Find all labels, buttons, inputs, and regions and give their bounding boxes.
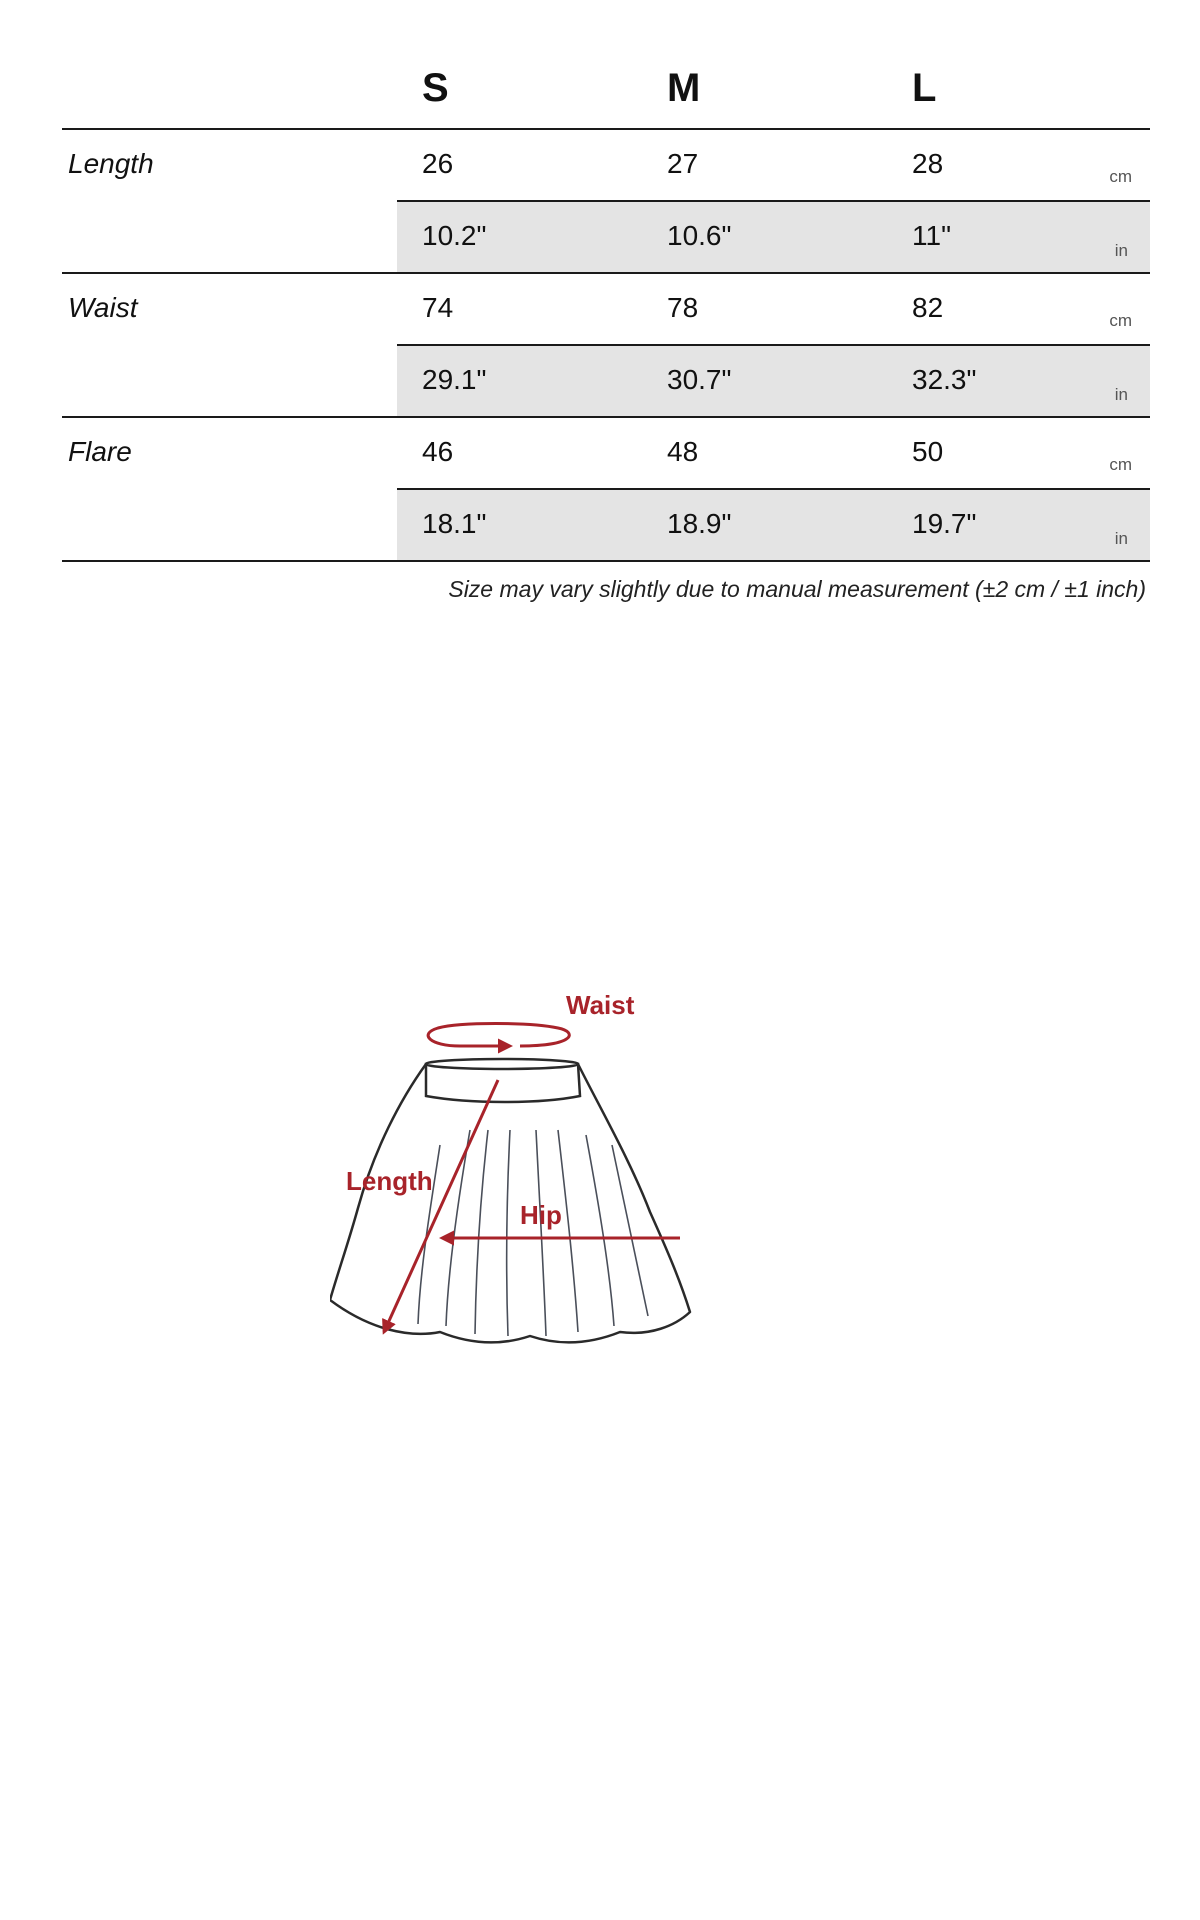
value-cell-s: 74 bbox=[422, 292, 454, 323]
value-cell-l: 32.3" bbox=[912, 364, 977, 395]
cm-row bbox=[397, 418, 1150, 490]
measurement-group-length bbox=[62, 130, 1150, 272]
skirt-illustration bbox=[330, 980, 830, 1420]
measurement-note: Size may vary slightly due to manual measurement (±2 cm / ±1 inch) bbox=[448, 576, 1146, 602]
unit-label: cm bbox=[1109, 167, 1132, 186]
value-cell-l: 11" bbox=[912, 220, 952, 251]
value-cell-m: 78 bbox=[667, 292, 699, 323]
measurement-label: Length bbox=[68, 148, 154, 179]
length-label: Length bbox=[346, 1166, 433, 1196]
unit-label: cm bbox=[1109, 455, 1132, 474]
waist-label: Waist bbox=[566, 990, 635, 1020]
inch-row bbox=[397, 202, 1150, 272]
measurement-label: Waist bbox=[68, 292, 138, 323]
measurement-group-flare bbox=[62, 418, 1150, 560]
size-header-s: S bbox=[422, 66, 449, 110]
value-cell-m: 18.9" bbox=[667, 508, 732, 539]
inch-row bbox=[397, 490, 1150, 560]
cm-row bbox=[397, 130, 1150, 202]
value-cell-s: 26 bbox=[422, 148, 454, 179]
value-cell-s: 10.2" bbox=[422, 220, 487, 251]
value-cell-m: 27 bbox=[667, 148, 699, 179]
unit-label: cm bbox=[1109, 311, 1132, 330]
value-cell-l: 82 bbox=[912, 292, 944, 323]
value-cell-s: 46 bbox=[422, 436, 454, 467]
waist-measure-arrow bbox=[428, 1024, 569, 1047]
cm-row bbox=[397, 274, 1150, 346]
value-cell-s: 29.1" bbox=[422, 364, 487, 395]
value-cell-l: 19.7" bbox=[912, 508, 977, 539]
table-bottom-rule bbox=[62, 560, 1150, 562]
size-header-l: L bbox=[912, 66, 937, 110]
size-chart-table bbox=[62, 58, 1150, 602]
skirt-diagram bbox=[330, 980, 830, 1420]
skirt-waistband bbox=[426, 1059, 580, 1102]
hip-label: Hip bbox=[520, 1200, 562, 1230]
unit-label: in bbox=[1114, 241, 1128, 260]
measurement-group-waist bbox=[62, 274, 1150, 416]
value-cell-m: 30.7" bbox=[667, 364, 732, 395]
unit-label: in bbox=[1114, 529, 1128, 548]
measurement-label: Flare bbox=[68, 436, 132, 467]
size-header-row bbox=[62, 58, 1150, 128]
value-cell-m: 48 bbox=[667, 436, 699, 467]
value-cell-l: 50 bbox=[912, 436, 944, 467]
value-cell-l: 28 bbox=[912, 148, 944, 179]
skirt-outline bbox=[330, 1064, 690, 1342]
size-header-m: M bbox=[667, 66, 701, 110]
value-cell-s: 18.1" bbox=[422, 508, 487, 539]
value-cell-m: 10.6" bbox=[667, 220, 732, 251]
inch-row bbox=[397, 346, 1150, 416]
unit-label: in bbox=[1114, 385, 1128, 404]
